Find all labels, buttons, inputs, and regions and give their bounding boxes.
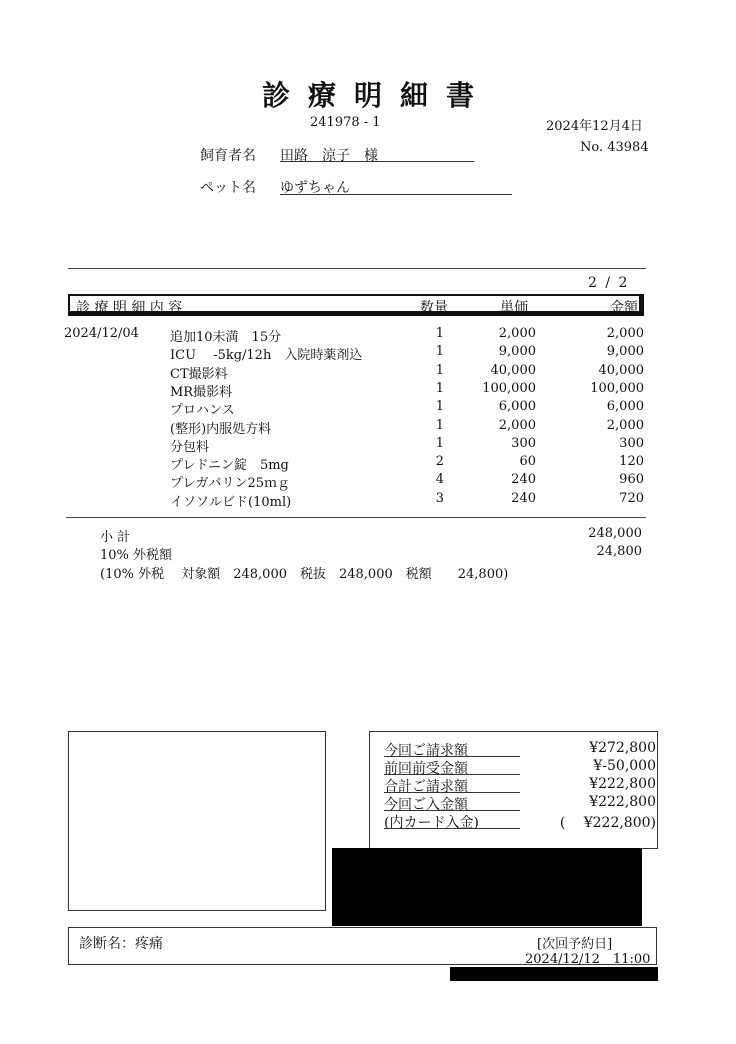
row-unit-price: 300 — [511, 435, 536, 451]
service-date: 2024/12/04 — [64, 326, 139, 341]
redacted-area — [332, 848, 642, 926]
row-item: プレガバリン25ｍｇ — [170, 476, 291, 492]
billing-box — [369, 731, 658, 849]
billing-label: 今回ご請求額 — [384, 740, 520, 757]
billing-value: ¥222,800 — [589, 776, 656, 792]
header-amount: 金額 — [610, 300, 638, 316]
table-row — [0, 326, 736, 344]
row-item: プレドニン錠 5mg — [170, 458, 289, 474]
billing-row — [370, 758, 660, 775]
row-item: 追加10未満 15分 — [170, 330, 282, 345]
billing-label: 今回ご入金額 — [384, 794, 520, 811]
table-row — [0, 363, 736, 381]
owner-name: 田路 涼子 様 — [280, 145, 474, 162]
row-amount: 2,000 — [606, 417, 644, 433]
document-number: No. 43984 — [580, 140, 649, 155]
row-item: プロハンス — [170, 403, 235, 419]
subtotal-value: 248,000 — [588, 526, 642, 541]
tax-detail: (10% 外税 対象額 248,000 税抜 248,000 税額 24,800) — [100, 567, 509, 582]
table-row — [0, 381, 736, 399]
row-item: CT撮影料 — [170, 366, 228, 382]
row-quantity: 1 — [435, 344, 444, 360]
row-item: (整形)内服処方料 — [170, 421, 272, 437]
billing-row — [370, 794, 660, 811]
billing-value: ¥222,800 — [589, 794, 656, 810]
pet-label: ペット名 — [200, 180, 256, 196]
issue-date: 2024年12月4日 — [546, 119, 643, 134]
row-amount: 6,000 — [606, 399, 644, 415]
table-row — [0, 472, 736, 490]
table-row — [0, 454, 736, 472]
row-quantity: 1 — [435, 362, 444, 378]
table-row — [0, 399, 736, 417]
row-item: イソソルビド(10ml) — [170, 494, 292, 510]
footer-box — [68, 927, 657, 965]
row-unit-price: 40,000 — [490, 362, 536, 378]
row-amount: 300 — [619, 435, 644, 451]
subtotal-label: 小 計 — [100, 530, 131, 545]
row-amount: 960 — [619, 472, 644, 488]
notes-box — [68, 731, 326, 911]
row-quantity: 1 — [435, 417, 444, 433]
row-amount: 720 — [619, 490, 644, 506]
row-item: ICU -5kg/12h 入院時薬剤込 — [170, 348, 363, 364]
billing-label: 前回前受金額 — [384, 758, 520, 775]
billing-row — [370, 740, 660, 757]
row-quantity: 1 — [435, 399, 444, 415]
row-item: MR撮影料 — [170, 384, 233, 400]
divider — [66, 517, 646, 518]
header-content: 診 療 明 細 内 容 — [76, 300, 183, 316]
diagnosis: 診断名：疼痛 — [79, 936, 163, 952]
row-unit-price: 100,000 — [482, 380, 536, 396]
record-number: 241978 - 1 — [310, 115, 381, 130]
billing-value: ( ¥222,800) — [559, 815, 656, 831]
row-quantity: 2 — [435, 454, 444, 470]
row-quantity: 3 — [435, 490, 444, 506]
row-unit-price: 240 — [511, 472, 536, 488]
billing-label: 合計ご請求額 — [384, 776, 520, 793]
row-unit-price: 2,000 — [498, 417, 536, 433]
divider — [68, 268, 646, 269]
pet-name: ゆずちゃん — [280, 177, 512, 195]
row-unit-price: 240 — [511, 490, 536, 506]
next-appointment-label: [次回予約日] — [537, 937, 613, 952]
row-unit-price: 9,000 — [498, 344, 536, 360]
header-unit-price: 単価 — [500, 300, 528, 316]
table-row — [0, 491, 736, 509]
row-item: 分包料 — [170, 439, 210, 455]
table-row — [0, 418, 736, 436]
billing-rows — [370, 732, 659, 850]
tax-value: 24,800 — [596, 544, 642, 559]
billing-row — [370, 812, 660, 829]
row-unit-price: 2,000 — [498, 326, 536, 341]
header-quantity: 数量 — [420, 300, 448, 316]
document-title: 診療明細書 — [261, 79, 492, 112]
billing-value: ¥-50,000 — [593, 758, 656, 774]
row-amount: 100,000 — [590, 380, 644, 396]
row-quantity: 1 — [435, 435, 444, 451]
row-unit-price: 6,000 — [498, 399, 536, 415]
table-row — [0, 344, 736, 362]
billing-label: (内カード入金) — [384, 812, 520, 829]
redacted-area — [450, 967, 658, 981]
row-amount: 9,000 — [606, 344, 644, 360]
row-amount: 2,000 — [606, 326, 644, 341]
next-appointment-value: 2024/12/12 11:00 — [525, 952, 651, 967]
tax-label: 10% 外税額 — [100, 548, 173, 563]
row-amount: 120 — [619, 454, 644, 470]
row-unit-price: 60 — [519, 454, 536, 470]
table-header — [68, 294, 644, 316]
table-row — [0, 436, 736, 454]
page-indicator: 2 / 2 — [588, 275, 630, 291]
owner-label: 飼育者名 — [200, 148, 256, 164]
billing-row — [370, 776, 660, 793]
billing-value: ¥272,800 — [589, 740, 656, 756]
row-quantity: 4 — [435, 472, 444, 488]
row-quantity: 1 — [435, 326, 444, 341]
row-quantity: 1 — [435, 380, 444, 396]
row-amount: 40,000 — [598, 362, 644, 378]
